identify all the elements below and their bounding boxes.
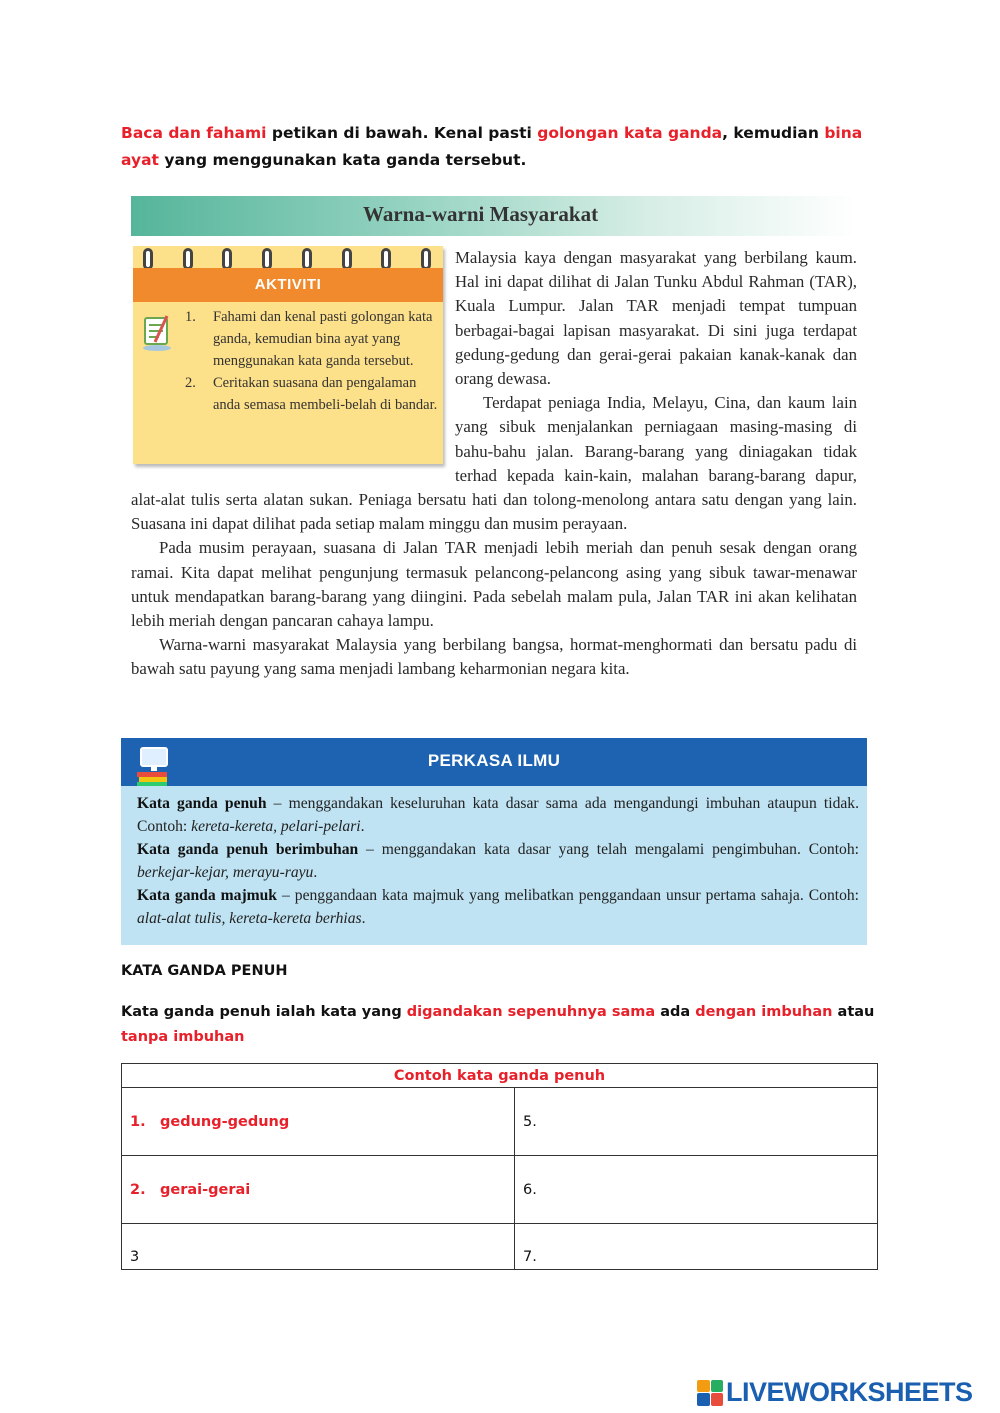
aktiviti-box xyxy=(133,246,443,464)
example-cell-1: 1. gedung-gedung xyxy=(122,1088,515,1156)
passage-paragraph-4: Warna-warni masyarakat Malaysia yang berbilang bangsa, hormat-menghormati dan bersatu padu di bawah satu payung yang sama menjadi lambang keharmonian negara kita. xyxy=(131,635,857,679)
passage-paragraph-3: Pada musim perayaan, suasana di Jalan TAR menjadi lebih meriah dan penuh sesak dengan orang ramai. Kita dapat melihat pengunjung termasuk pelancong-pelancong asing yang sibuk tawar-menawar untuk mendapatkan barang-barang yang diingini. Pada sebelah malam pula, Jalan TAR ini akan kelihatan lebih meriah dengan pancaran cahaya lampu. xyxy=(131,538,857,631)
instr-highlight-1: Baca dan fahami xyxy=(121,124,267,142)
section-heading: KATA GANDA PENUH xyxy=(121,963,288,979)
answer-cell-6[interactable]: 6. xyxy=(515,1156,878,1224)
perkasa-ilmu-title: PERKASA ILMU xyxy=(427,751,561,770)
logo-square xyxy=(711,1393,724,1406)
ring-icon xyxy=(262,248,272,270)
ring-icon xyxy=(381,248,391,270)
logo-square xyxy=(697,1380,710,1393)
instruction-text: Baca dan fahami petikan di bawah. Kenal pasti golongan kata ganda, kemudian bina ayat yang menggunakan kata ganda tersebut. xyxy=(121,124,863,169)
passage-title-bar xyxy=(131,196,857,236)
perkasa-ilmu-body xyxy=(137,792,859,930)
table-row xyxy=(122,1224,878,1270)
logo-square xyxy=(711,1380,724,1393)
ring-icon xyxy=(143,248,153,270)
answer-cell-5[interactable]: 5. xyxy=(515,1088,878,1156)
perkasa-item: Kata ganda penuh berimbuhan – menggandakan kata dasar yang telah mengalami pengimbuhan. Contoh: berkejar-kejar, merayu-rayu. xyxy=(137,841,859,881)
answer-cell-7[interactable]: 7. xyxy=(515,1224,878,1270)
answer-cell-3[interactable]: 3 xyxy=(122,1224,515,1270)
passage-paragraph-1: Malaysia kaya dengan masyarakat yang berbilang kaum. Hal ini dapat dilihat di Jalan Tunku Abdul Rahman (TAR), Kuala Lumpur. Jalan TAR menjadi tempat tumpuan berbagai-bagai lapisan masyarakat. Di sini juga terdapat gedung-gedung dan gerai-gerai pakaian kanak-kanak dan orang dewasa. xyxy=(455,248,857,389)
aktiviti-item: 2. Ceritakan suasana dan pengalaman anda semasa membeli-belah di bandar. xyxy=(185,375,438,413)
aktiviti-body xyxy=(133,302,443,464)
ring-icon xyxy=(222,248,232,270)
aktiviti-item: 1. Fahami dan kenal pasti golongan kata ganda, kemudian bina ayat yang menggunakan kata ganda tersebut. xyxy=(185,309,433,369)
example-cell-2: 2. gerai-gerai xyxy=(122,1156,515,1224)
writing-icon xyxy=(141,312,175,352)
perkasa-item: Kata ganda penuh – menggandakan keseluruhan kata dasar sama ada mengandungi imbuhan ataupun tidak. Contoh: kereta-kereta, pelari-pelari. xyxy=(137,795,859,835)
definition-text: Kata ganda penuh ialah kata yang digandakan sepenuhnya sama ada dengan imbuhan atau tanpa imbuhan xyxy=(121,1004,875,1045)
ring-icon xyxy=(183,248,193,270)
table-header: Contoh kata ganda penuh xyxy=(122,1064,878,1088)
logo-square xyxy=(697,1393,710,1406)
examples-table xyxy=(121,1063,878,1270)
logo-text: LIVEWORKSHEETS xyxy=(726,1377,973,1407)
passage xyxy=(131,196,857,682)
table-row xyxy=(122,1156,878,1224)
passage-title: Warna-warni Masyarakat xyxy=(363,202,599,226)
instr-highlight-3: bina ayat xyxy=(121,124,863,169)
perkasa-ilmu-box xyxy=(121,738,867,945)
liveworksheets-logo xyxy=(697,1377,973,1408)
aktiviti-list xyxy=(185,306,439,416)
ring-icon xyxy=(302,248,312,270)
logo-mark-icon xyxy=(697,1380,723,1406)
ring-icon xyxy=(421,248,431,270)
passage-paragraph-2: Terdapat peniaga India, Melayu, Cina, dan kaum lain yang sibuk menjalankan perniagaan masing-masing di bahu-bahu jalan. Barang-barang yang diniagakan tidak terhad kepada kain-kain, malahan barang-barang dapur, alat-alat tulis serta alatan sukan. Peniaga bersatu hati dan tolong-menolong antara satu dengan yang lain. Suasana ini dapat dilihat pada setiap malam minggu dan musim perayaan. xyxy=(131,393,857,534)
instr-highlight-2: golongan kata ganda xyxy=(537,124,723,142)
table-row xyxy=(122,1088,878,1156)
ring-icon xyxy=(342,248,352,270)
perkasa-item: Kata ganda majmuk – penggandaan kata majmuk yang melibatkan penggandaan unsur pertama sahaja. Contoh: alat-alat tulis, kereta-kereta berhias. xyxy=(137,887,860,927)
aktiviti-header: AKTIVITI xyxy=(133,268,443,302)
perkasa-ilmu-header xyxy=(121,738,867,786)
